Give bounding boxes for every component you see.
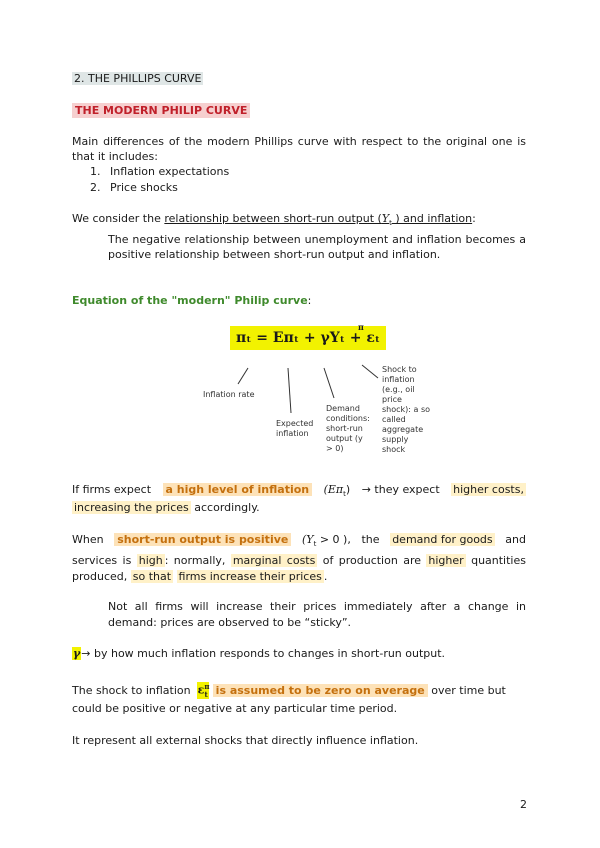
- shock-line-2: could be positive or negative at any particular time period.: [72, 702, 398, 715]
- y-symbol: (Y: [302, 533, 314, 546]
- firms-expect-arrow-text: → they expect: [361, 483, 440, 496]
- y-symbol: Y: [381, 212, 390, 225]
- external-shocks-line: It represent all external shocks that directly influence inflation.: [72, 734, 419, 747]
- firms-expect-line-1: [72, 483, 526, 498]
- zero-average-highlight: is assumed to be zero on average: [213, 684, 428, 697]
- when-the: the: [361, 533, 380, 546]
- expected-inflation-term: [324, 483, 351, 498]
- gamma-symbol: γ: [73, 647, 81, 660]
- equation-heading-text: Equation of the "modern" Philip curve: [72, 294, 308, 307]
- pi-superscript: π: [204, 682, 210, 691]
- t-subscript: t: [204, 689, 208, 699]
- when-line-2: [72, 554, 526, 567]
- shock-suffix: over time but: [427, 683, 506, 697]
- subheading: THE MODERN PHILIP CURVE: [72, 103, 250, 118]
- when-prefix: When: [72, 533, 104, 546]
- so-that-highlight: so that: [132, 570, 172, 583]
- epsilon-pi-superscript: π: [358, 322, 364, 332]
- shock-prefix: The shock to inflation: [72, 683, 191, 697]
- high-highlight: high: [138, 554, 163, 567]
- increasing-prices-highlight: increasing the prices: [74, 501, 189, 514]
- when-line-3: [72, 570, 327, 583]
- marginal-costs-highlight: marginal costs: [232, 554, 316, 567]
- annotation-expected-inflation: Expected inflation: [276, 419, 314, 438]
- annotation-shock: Shock to inflation (e.g., oil price shock): a so called aggregate supply shock: [382, 365, 431, 454]
- demand-pointer: [324, 368, 334, 398]
- section-heading: 2. THE PHILLIPS CURVE: [74, 72, 202, 85]
- t-subscript: t: [343, 490, 346, 499]
- when-line-1: [72, 533, 526, 548]
- demand-for-goods-highlight: demand for goods: [392, 533, 493, 546]
- t-subscript: t: [313, 540, 317, 549]
- output-positive-term: [302, 533, 351, 548]
- when-line2-a: services is: [72, 554, 137, 567]
- list-marker: 2.: [90, 181, 101, 194]
- sticky-line-2: demand: prices are observed to be “sticky”.: [108, 616, 352, 629]
- e-pi-symbol: (Eπ: [323, 483, 344, 496]
- page-number: 2: [520, 798, 527, 811]
- t-subscript: t: [389, 219, 392, 228]
- intro-line-1: Main differences of the modern Phillips curve with respect to the original one is: [72, 135, 526, 148]
- gamma-text: → by how much inflation responds to changes in short-run output.: [81, 647, 446, 660]
- firms-expect-line-2: [72, 501, 260, 514]
- high-inflation-highlight: a high level of inflation: [163, 483, 313, 496]
- firms-expect-prefix: If firms expect: [72, 483, 152, 496]
- negative-relationship-line-1: The negative relationship between unemployment and inflation becomes a: [108, 233, 526, 246]
- intro-line-2: that it includes:: [72, 150, 158, 163]
- when-line3-a: produced,: [72, 570, 131, 583]
- list-item-label: Inflation expectations: [110, 165, 230, 178]
- when-line3-c: .: [323, 570, 328, 583]
- when-line2-c: of production are: [317, 554, 427, 567]
- list-item-label: Price shocks: [110, 181, 178, 194]
- negative-relationship-line-2: positive relationship between short-run output and inflation.: [108, 248, 441, 261]
- firms-expect-rest: accordingly.: [190, 501, 260, 514]
- higher-highlight: higher: [428, 554, 464, 567]
- consider-prefix: We consider the: [72, 212, 165, 225]
- when-line2-b: : normally,: [164, 554, 231, 567]
- phillips-equation: πₜ = Eπₜ + γYₜ + εₜ: [230, 326, 386, 350]
- expected-inflation-pointer: [288, 368, 291, 413]
- shock-pointer: [362, 365, 378, 378]
- list-marker: 1.: [90, 165, 101, 178]
- firms-increase-highlight: firms increase their prices: [178, 570, 322, 583]
- gamma-line: [72, 647, 445, 660]
- epsilon-char: ε: [197, 683, 205, 697]
- annotation-demand: Demand conditions: short-run output (y > 0): [326, 404, 370, 453]
- sticky-line-1: Not all firms will increase their prices immediately after a change in: [108, 600, 526, 613]
- consider-underlined-text: relationship between short-run output (: [164, 212, 382, 225]
- higher-costs-highlight: higher costs,: [453, 483, 524, 496]
- equation-heading-colon: :: [307, 294, 312, 307]
- consider-suffix: :: [472, 212, 476, 225]
- annotation-inflation-rate: Inflation rate: [203, 390, 255, 399]
- when-line2-d: quantities: [465, 554, 526, 567]
- output-positive-highlight: short-run output is positive: [114, 533, 291, 546]
- paren-close: ): [345, 483, 351, 496]
- when-and: and: [505, 533, 526, 546]
- paren-close: > 0 ),: [316, 533, 351, 546]
- epsilon-symbol: [197, 682, 209, 699]
- inflation-rate-pointer: [238, 368, 248, 384]
- consider-underlined-end: ) and inflation: [391, 212, 473, 225]
- shock-line-1: [72, 682, 526, 699]
